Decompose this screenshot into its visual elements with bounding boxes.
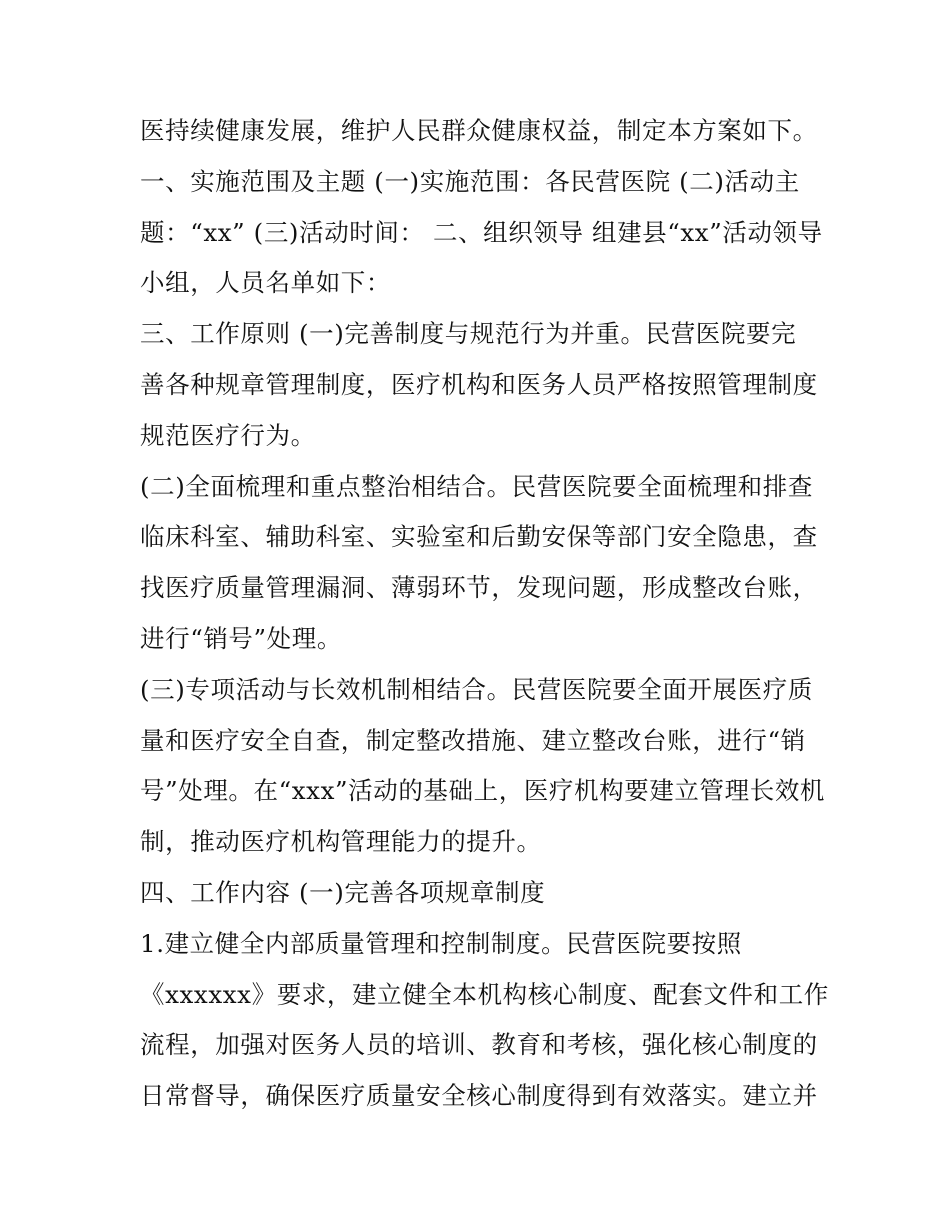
text-line: 医持续健康发展，维护人民群众健康权益，制定本方案如下。 bbox=[140, 116, 818, 145]
text-line: 善各种规章管理制度，医疗机构和医务人员严格按照管理制度 bbox=[140, 369, 818, 399]
text-line: 量和医疗安全自查，制定整改措施、建立整改台账，进行“销 bbox=[140, 725, 806, 755]
text-line: 1.建立健全内部质量管理和控制制度。民营医院要按照 bbox=[140, 928, 742, 958]
text-line: 四、工作内容 (一)完善各项规章制度 bbox=[140, 877, 546, 907]
text-line: 流程，加强对医务人员的培训、教育和考核，强化核心制度的 bbox=[140, 1030, 818, 1060]
text-line: 制，推动医疗机构管理能力的提升。 bbox=[140, 827, 542, 857]
text-line: 《xxxxxx》要求，建立健全本机构核心制度、配套文件和工作 bbox=[140, 979, 829, 1009]
text-line: (三)专项活动与长效机制相结合。民营医院要全面开展医疗质 bbox=[140, 674, 813, 704]
text-line: 号”处理。在“xxx”活动的基础上，医疗机构要建立管理长效机 bbox=[140, 776, 826, 806]
text-line: 一、实施范围及主题 (一)实施范围：各民营医院 (二)活动主 bbox=[140, 166, 800, 196]
text-line: 题：“xx” (三)活动时间： 二、组织领导 组建县“xx”活动领导 bbox=[140, 217, 823, 247]
text-line: 日常督导，确保医疗质量安全核心制度得到有效落实。建立并 bbox=[140, 1081, 818, 1111]
text-line: 临床科室、辅助科室、实验室和后勤安保等部门安全隐患，查 bbox=[140, 522, 818, 552]
text-line: (二)全面梳理和重点整治相结合。民营医院要全面梳理和排查 bbox=[140, 471, 813, 501]
text-line: 进行“销号”处理。 bbox=[140, 623, 342, 653]
text-line: 规范医疗行为。 bbox=[140, 420, 316, 450]
text-line: 小组，人员名单如下： bbox=[140, 268, 391, 298]
text-line: 找医疗质量管理漏洞、薄弱环节，发现问题，形成整改台账， bbox=[140, 573, 818, 603]
text-line: 三、工作原则 (一)完善制度与规范行为并重。民营医院要完 bbox=[140, 319, 797, 349]
document-body bbox=[140, 106, 829, 1122]
